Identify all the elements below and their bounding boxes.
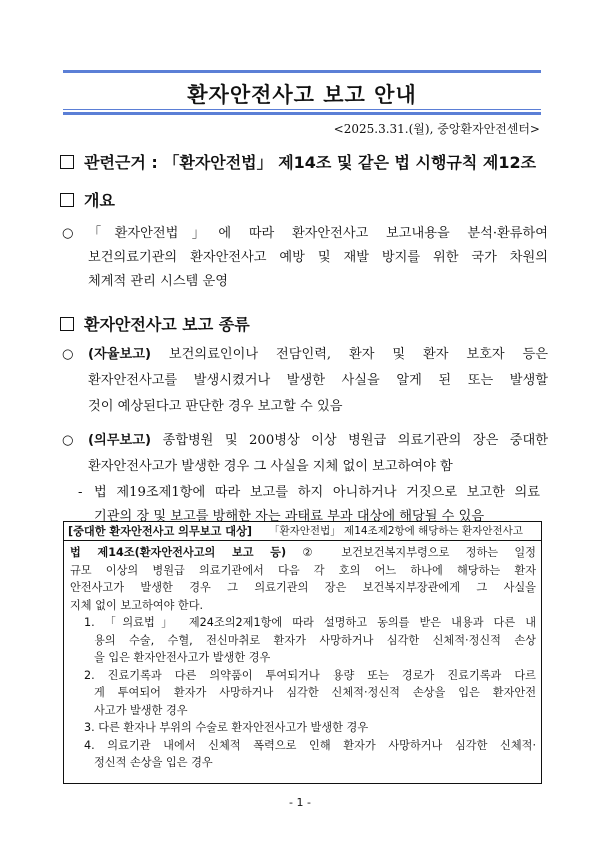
law-line: ② 보건보건복지부령으로 정하는 일정: [286, 546, 536, 559]
law-item-line: 게 투여되어 환자가 사망하거나 심각한 신체적·정신적 손상을 입은 환자안전: [94, 686, 536, 699]
checkbox-square-icon: [60, 155, 74, 169]
mandatory-line: 종합병원 및 200병상 이상 병원급 의료기관의 장은 중대한: [151, 433, 548, 448]
overview-line: 보건의료기관의 환자안전사고 예방 및 재발 방지를 위한 국가 차원의: [88, 250, 548, 265]
law-line: 안전사고가 발생한 경우 그 의료기관의 장은 보건복지부장관에게 그 사실을: [70, 581, 536, 594]
checkbox-square-icon: [60, 193, 74, 207]
date-line: <2025.3.31.(월), 중앙환자안전센터>: [333, 122, 540, 136]
mandatory-paragraph: [62, 428, 552, 480]
section-types: [60, 312, 250, 335]
penalty-line: 기관의 장 및 보고를 방해한 자는 과태료 부과 대상에 해당될 수 있음: [94, 509, 485, 524]
title-block: [63, 70, 541, 115]
law-item-line: 1. 「의료법」 제24조의2제1항에 따라 설명하고 동의를 받은 내용과 다른 내: [84, 616, 536, 629]
voluntary-label: (자율보고): [88, 347, 152, 362]
law-item-line: 2. 진료기록과 다른 의약품이 투여되거나 용량 또는 경로가 진료기록과 다르: [84, 668, 536, 682]
legal-box-header-note: 「환자안전법」 제14조제2항에 해당하는 환자안전사고: [269, 525, 523, 537]
legal-box-header: [64, 522, 541, 541]
law-item-line: 정신적 손상을 입은 경우: [94, 756, 213, 769]
section-basis: [60, 150, 536, 173]
title-rule-bottom-thin: [63, 109, 541, 110]
circle-bullet-icon: ○: [62, 347, 74, 362]
law-line: 지체 없이 보고하여야 한다.: [70, 598, 204, 612]
law-item-line: 사고가 발생한 경우: [94, 703, 188, 717]
checkbox-square-icon: [60, 317, 74, 331]
section-overview: [60, 188, 115, 211]
law-article-label: 법 제14조(환자안전사고의 보고 등): [70, 546, 287, 559]
penalty-line: 법 제19조제1항에 따라 보고를 하지 아니하거나 거짓으로 보고한 의료: [94, 485, 540, 500]
voluntary-line: 것이 예상된다고 판단한 경우 보고할 수 있음: [88, 399, 343, 414]
law-line: 규모 이상의 병원급 의료기관에서 다음 각 호의 어느 하나에 해당하는 환자: [70, 563, 536, 577]
circle-bullet-icon: ○: [62, 433, 74, 448]
overview-line: 체계적 관리 시스템 운영: [88, 274, 228, 289]
mandatory-label: (의무보고): [88, 433, 152, 448]
overview-paragraph: [62, 222, 552, 297]
circle-bullet-icon: ○: [62, 226, 74, 241]
page-title: 환자안전사고 보고 안내: [187, 83, 417, 107]
dash-bullet-icon: -: [78, 485, 83, 500]
law-item-line: 3. 다른 환자나 부위의 수술로 환자안전사고가 발생한 경우: [84, 721, 369, 734]
section-types-text: 환자안전사고 보고 종류: [84, 315, 250, 334]
legal-excerpt-box: [63, 521, 542, 784]
voluntary-paragraph: [62, 342, 552, 418]
page-number: - 1 -: [289, 796, 311, 809]
legal-box-body: [70, 544, 536, 772]
title-rule-bottom: [63, 112, 541, 115]
voluntary-line: 환자안전사고를 발생시켰거나 발생한 사실을 알게 된 또는 발생할: [88, 373, 548, 388]
law-item-line: 을 입은 환자안전사고가 발생한 경우: [94, 651, 271, 664]
legal-box-header-title: [중대한 환자안전사고 의무보고 대상]: [68, 525, 253, 538]
voluntary-line: 보건의료인이나 전담인력, 환자 및 환자 보호자 등은: [151, 347, 548, 362]
title-rule-top: [63, 70, 541, 73]
law-item-line: 4. 의료기관 내에서 신체적 폭력으로 인해 환자가 사망하거나 심각한 신체적·: [84, 738, 536, 752]
law-item-line: 용의 수술, 수혈, 전신마취로 환자가 사망하거나 심각한 신체적·정신적 손상: [94, 633, 536, 647]
mandatory-line: 환자안전사고가 발생한 경우 그 사실을 지체 없이 보고하여야 함: [88, 459, 453, 474]
section-basis-text: 관련근거 : 「환자안전법」 제14조 및 같은 법 시행규칙 제12조: [84, 153, 537, 172]
section-overview-text: 개요: [84, 191, 115, 210]
overview-line: 「환자안전법」에 따라 환자안전사고 보고내용을 분석·환류하여: [88, 226, 548, 241]
